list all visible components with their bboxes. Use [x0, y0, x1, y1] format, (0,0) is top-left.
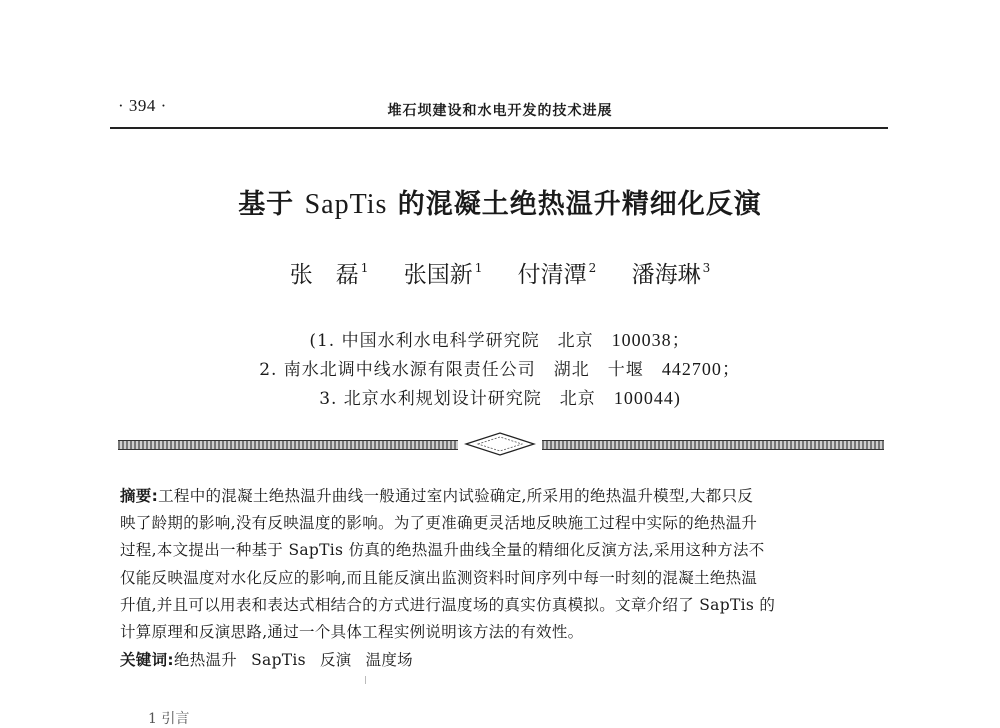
author-name: 潘海琳 [631, 262, 701, 288]
author-affiliation-mark: 1 [474, 261, 483, 275]
paper-title [0, 182, 1000, 221]
author-2 [404, 256, 483, 289]
affiliation-2 [0, 355, 1000, 381]
abstract-label: 摘要: [120, 487, 159, 505]
author-name: 付清潭 [517, 262, 587, 288]
author-affiliation-mark: 2 [588, 261, 597, 275]
keyword: 绝热温升 [173, 651, 238, 669]
author-list [0, 256, 1000, 289]
abstract-line [120, 484, 753, 506]
abstract-text: 工程中的混凝土绝热温升曲线一般通过室内试验确定,所采用的绝热温升模型,大都只反 [158, 487, 754, 505]
author-name: 张国新 [403, 262, 473, 288]
divider-diamond-ornament [464, 432, 536, 456]
affiliation-text: 3. 北京水利规划设计研究院 北京 [319, 389, 614, 409]
keyword: 温度场 [365, 651, 413, 669]
postal-code: 442700； [661, 359, 741, 379]
author-4 [632, 256, 711, 289]
divider-bar-left [118, 440, 458, 450]
author-affiliation-mark: 3 [702, 261, 711, 275]
author-name: 张 磊 [289, 262, 359, 288]
affiliation-text: 2. 南水北调中线水源有限责任公司 湖北 十堰 [259, 360, 662, 380]
running-head: 堆石坝建设和水电开发的技术进展 [387, 103, 613, 119]
scan-artifact-mark [365, 676, 366, 684]
abstract-line: 映了龄期的影响,没有反映温度的影响。为了更准确更灵活地反映施工过程中实际的绝热温升 [120, 514, 758, 532]
abstract-line: 仅能反映温度对水化反应的影响,而且能反演出监测资料时间序列中每一时刻的混凝土绝热温 [120, 569, 758, 587]
author-3 [518, 256, 597, 289]
author-1 [290, 256, 369, 289]
affiliation-3 [0, 384, 1000, 409]
title-suffix: 的混凝土绝热温升精细化反演 [387, 189, 762, 220]
title-prefix: 基于 [238, 189, 305, 220]
keyword: SapTis [251, 651, 306, 669]
keyword: 反演 [319, 651, 352, 669]
abstract-line: 计算原理和反演思路,通过一个具体工程实例说明该方法的有效性。 [120, 623, 584, 641]
postal-code: 100038； [611, 330, 691, 350]
postal-code: 100044) [613, 388, 681, 408]
author-affiliation-mark: 1 [360, 261, 369, 275]
title-latin: SapTis [304, 189, 388, 220]
header-rule [110, 127, 888, 129]
abstract-line: 过程,本文提出一种基于 SapTis 仿真的绝热温升曲线全量的精细化反演方法,采用这种方法不 [120, 541, 765, 559]
affiliation-text: (1. 中国水利水电科学研究院 北京 [309, 331, 612, 351]
keywords-line [120, 648, 427, 670]
affiliation-1 [0, 326, 1000, 352]
page-number: · 394 · [118, 96, 167, 115]
abstract-line: 升值,并且可以用表和表达式相结合的方式进行温度场的真实仿真模拟。文章介绍了 SapTis 的 [120, 596, 776, 614]
keywords-label: 关键词: [120, 651, 174, 669]
next-section-heading: 1 引言 [148, 711, 190, 727]
divider-bar-right [542, 440, 884, 450]
